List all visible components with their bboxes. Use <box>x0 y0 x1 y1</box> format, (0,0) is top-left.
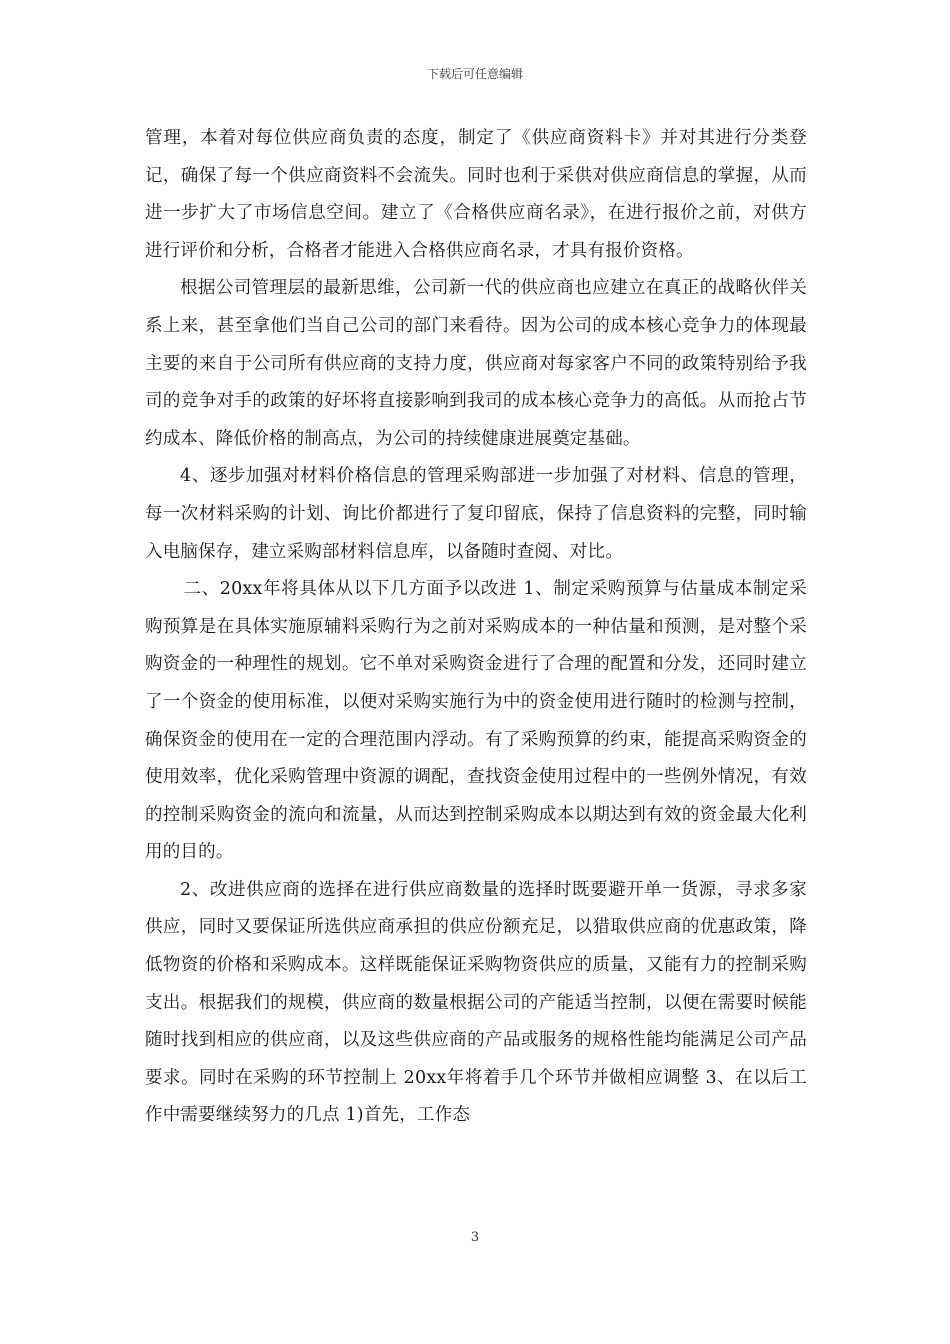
paragraph: 4、逐步加强对材料价格信息的管理采购部进一步加强了对材料、信息的管理，每一次材料采购的计划、询比价都进行了复印留底，保持了信息资料的完整，同时输入电脑保存，建立采购部材料信息库，以备随时查阅、对比。 <box>145 466 807 562</box>
paragraph: 根据公司管理层的最新思维，公司新一代的供应商也应建立在真正的战略伙伴关系上来，甚至拿他们当自己公司的部门来看待。因为公司的成本核心竞争力的体现最主要的来自于公司所有供应商的支持力度，供应商对每家客户不同的政策特别给予我司的竞争对手的政策的好坏将直接影响到我司的成本核心竞争力的高低。从而抢占节约成本、降低价格的制高点，为公司的持续健康进展奠定基础。 <box>145 278 807 449</box>
page-footer <box>0 1230 950 1246</box>
paragraph: 二、20xx年将具体从以下几方面予以改进 1、制定采购预算与估量成本制定采购预算是在具体实施原辅料采购行为之前对采购成本的一种估量和预测，是对整个采购资金的一种理性的规划。它不单对采购资金进行了合理的配置和分发，还同时建立了一个资金的使用标准，以便对采购实施行为中的资金使用进行随时的检测与控制，确保资金的使用在一定的合理范围内浮动。有了采购预算的约束，能提高采购资金的使用效率，优化采购管理中资源的调配，查找资金使用过程中的一些例外情况，有效的控制采购资金的流向和流量，从而达到控制采购成本以期达到有效的资金最大化利用的目的。 <box>145 579 807 863</box>
paragraph: 管理，本着对每位供应商负责的态度，制定了《供应商资料卡》并对其进行分类登记，确保了每一个供应商资料不会流失。同时也利于采供对供应商信息的掌握，从而进一步扩大了市场信息空间。建立了《合格供应商名录》，在进行报价之前，对供方进行评价和分析，合格者才能进入合格供应商名录，才具有报价资格。 <box>145 128 807 261</box>
document-body <box>145 120 807 1135</box>
page-number: 3 <box>470 1230 480 1245</box>
paragraph: 2、改进供应商的选择在进行供应商数量的选择时既要避开单一货源，寻求多家供应，同时又要保证所选供应商承担的供应份额充足，以猎取供应商的优惠政策，降低物资的价格和采购成本。这样既能保证采购物资供应的质量，又能有力的控制采购支出。根据我们的规模，供应商的数量根据公司的产能适当控制，以便在需要时候能随时找到相应的供应商，以及这些供应商的产品或服务的规格性能均能满足公司产品要求。同时在采购的环节控制上 20xx年将着手几个环节并做相应调整 3、在以后工作中需要继续努力的几点 1)首先，工作态 <box>145 879 807 1126</box>
page-header <box>0 66 950 82</box>
header-text: 下载后可任意编辑 <box>426 67 523 81</box>
